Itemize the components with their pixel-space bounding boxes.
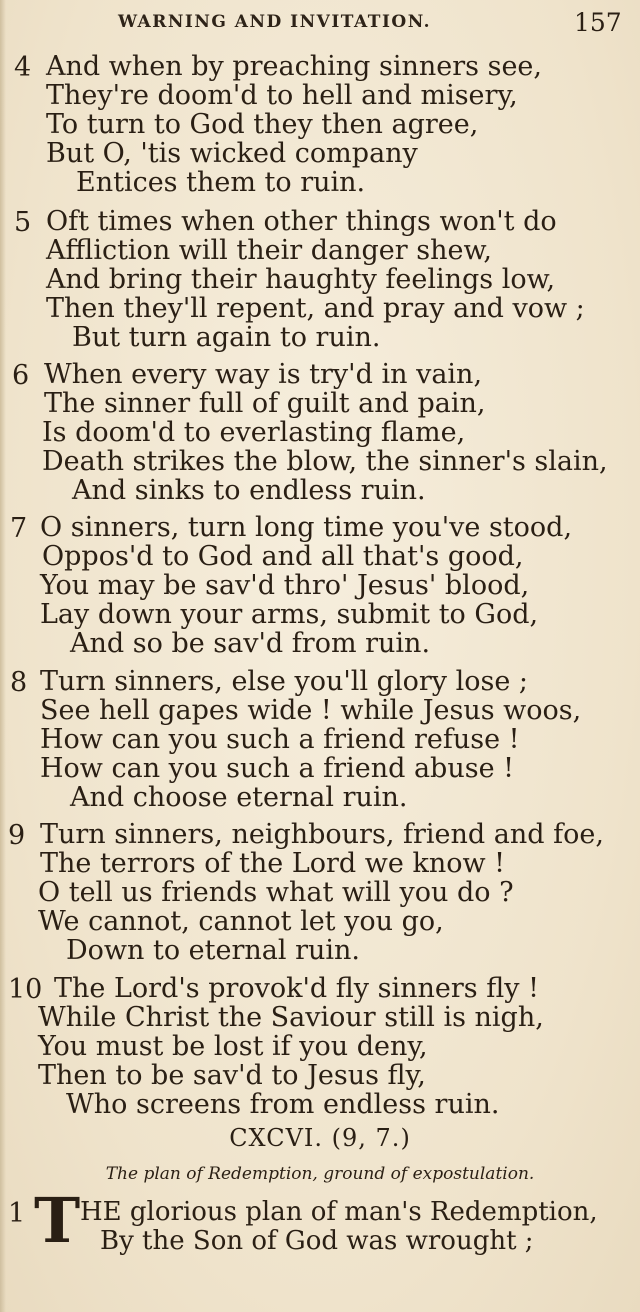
verse-line: O sinners, turn long time you've stood, [40,512,573,543]
verse-line: The Lord's provok'd fly sinners fly ! [54,973,539,1004]
verse-line: Oppos'd to God and all that's good, [42,541,524,572]
verse-line: When every way is try'd in vain, [44,359,483,390]
verse-line: While Christ the Saviour still is nigh, [38,1002,544,1033]
verse-number: 9 [8,820,26,851]
page-header [0,8,640,38]
verse-line: But O, 'tis wicked company [46,138,418,169]
page-edge-shadow [0,0,6,1312]
verse-number: 5 [14,207,32,238]
verse-number: 1 [8,1198,26,1229]
verse-line: See hell gapes wide ! while Jesus woos, [40,695,582,726]
verse-line: To turn to God they then agree, [46,109,479,140]
verse-line: HE glorious plan of man's Redemption, [80,1197,598,1227]
verse-refrain: And so be sav'd from ruin. [70,628,431,659]
verse-line: They're doom'd to hell and misery, [46,80,518,111]
running-head: WARNING AND INVITATION. [118,12,432,32]
verse-refrain: Who screens from endless ruin. [66,1089,500,1120]
verse-line: Lay down your arms, submit to God, [40,599,539,630]
verse-line: You may be sav'd thro' Jesus' blood, [40,570,530,601]
verse-line: Oft times when other things won't do [46,206,557,237]
verse-refrain: Down to eternal ruin. [66,935,360,966]
hymn-heading: CXCVI. (9, 7.) [229,1124,411,1152]
verse-line: Turn sinners, else you'll glory lose ; [40,666,528,697]
drop-cap: T [34,1184,81,1257]
verse-refrain: Entices them to ruin. [76,167,366,198]
verse-number: 6 [12,360,30,391]
verse-line: The terrors of the Lord we know ! [40,848,506,879]
verse-line: Then to be sav'd to Jesus fly, [38,1060,426,1091]
verse-number: 8 [10,667,28,698]
verse-refrain: And sinks to endless ruin. [72,475,426,506]
verse-number: 7 [10,513,28,544]
verse-line: How can you such a friend abuse ! [40,753,514,784]
verse-line: O tell us friends what will you do ? [38,877,514,908]
verse-line: How can you such a friend refuse ! [40,724,520,755]
verse-line: Is doom'd to everlasting flame, [42,417,466,448]
verse-line: Turn sinners, neighbours, friend and foe, [40,819,604,850]
verse-line: Then they'll repent, and pray and vow ; [46,293,585,324]
hymn-subtitle: The plan of Redemption, ground of expostulation. [105,1164,535,1184]
verse-line: Affliction will their danger shew, [46,235,492,266]
verse-line: Death strikes the blow, the sinner's slain, [42,446,608,477]
verse-line: And when by preaching sinners see, [46,51,542,82]
verse-refrain: And choose eternal ruin. [70,782,408,813]
verse-number: 4 [14,52,32,83]
verse-line: We cannot, cannot let you go, [38,906,444,937]
verse-line: You must be lost if you deny, [38,1031,428,1062]
page-number: 157 [574,8,622,37]
verse-number: 10 [8,974,43,1005]
verse-line: The sinner full of guilt and pain, [44,388,486,419]
verse-line: By the Son of God was wrought ; [100,1226,534,1256]
verse-refrain: But turn again to ruin. [72,322,381,353]
verse-line: And bring their haughty feelings low, [46,264,556,295]
